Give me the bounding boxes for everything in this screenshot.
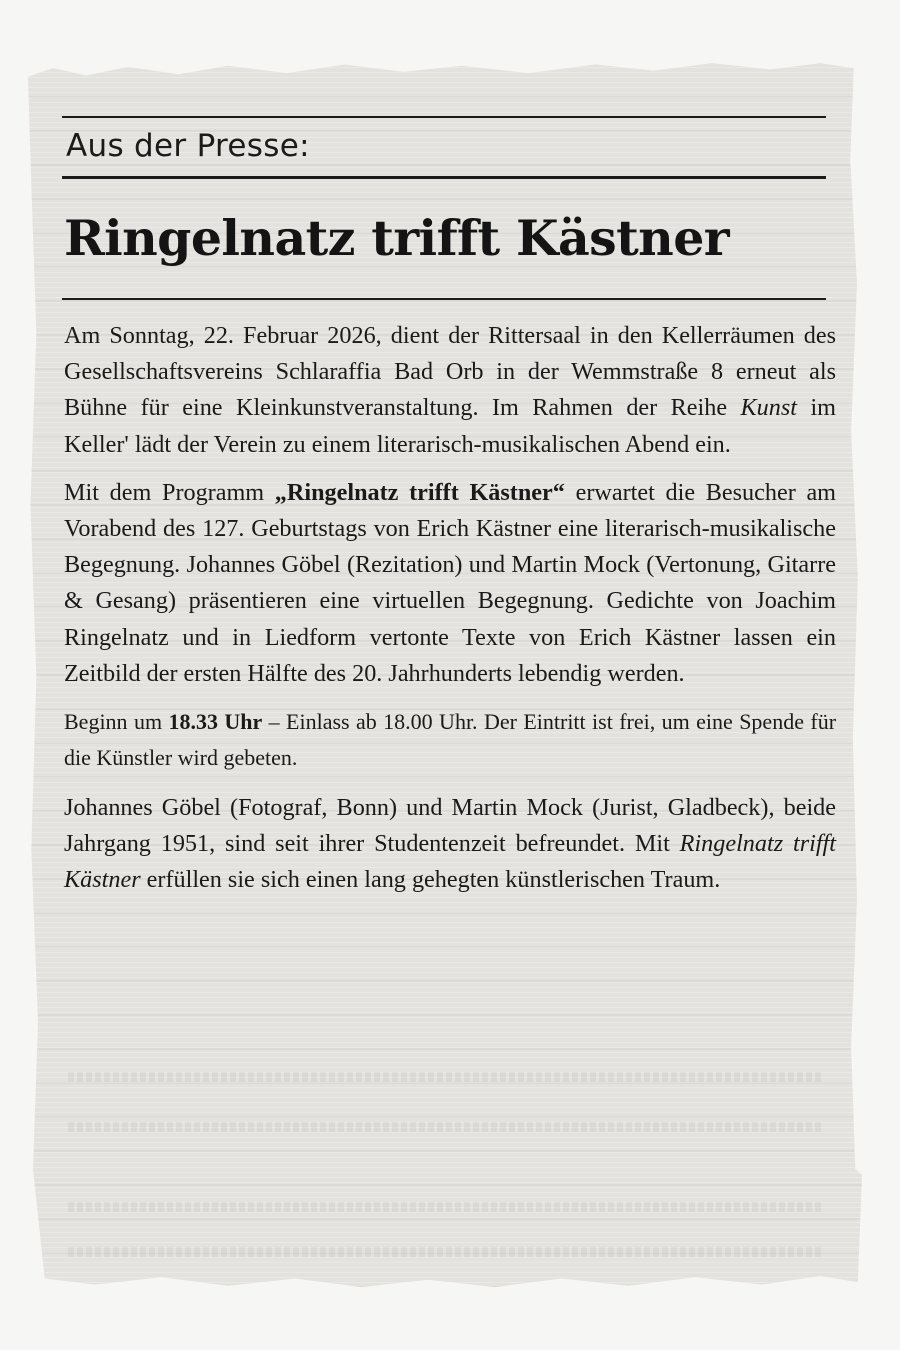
- headline-rule: [62, 298, 826, 300]
- series-name: Kunst: [740, 394, 797, 422]
- bleed-through-text: [68, 1072, 822, 1082]
- bleed-through-text: [68, 1122, 822, 1132]
- section-kicker: Aus der Presse:: [66, 128, 310, 164]
- paragraph-artists: Johannes Göbel (Fotograf, Bonn) und Martin Mock (Jurist, Gladbeck), beide Jahrgang 1951, sind seit ihrer Studentenzeit befreundet. Mit Ringelnatz trifft Kästner erfüllen sie sich einen lang gehegten künstlerischen Traum.: [64, 794, 836, 894]
- paragraph-intro: Am Sonntag, 22. Februar 2026, dient der Rittersaal in den Kellerräumen des Gesellschaftsvereins Schlaraffia Bad Orb in der Wemmstraße 8 erneut als Bühne für eine Kleinkunstveranstaltung. Im Rahmen der Reihe Kunst im Keller' lädt der Verein zu einem literarisch-musikalischen Abend ein.: [64, 322, 836, 458]
- paragraph-program: Mit dem Programm „Ringelnatz trifft Kästner“ erwartet die Besucher am Vorabend des 127. Geburtstags von Erich Kästner eine literarisch-musikalische Begegnung. Johannes Göbel (Rezitation) und Martin Mock (Vertonung, Gitarre & Gesang) präsentieren eine virtuellen Begegnung. Gedichte von Joachim Ringelnatz und in Liedform vertonte Texte von Erich Kästner lassen ein Zeitbild der ersten Hälfte des 20. Jahrhunderts lebendig werden.: [64, 478, 836, 687]
- program-title: „Ringelnatz trifft Kästner“: [274, 478, 565, 506]
- bleed-through-text: [68, 1247, 822, 1257]
- article-body: [64, 318, 836, 911]
- program-title-italic: Ringelnatz trifft Kästner: [64, 830, 836, 894]
- start-time: 18.33 Uhr: [168, 709, 263, 735]
- kicker-rule: [62, 176, 826, 179]
- bleed-through-text: [68, 1202, 822, 1212]
- top-rule: [62, 116, 826, 118]
- paragraph-schedule: Beginn um 18.33 Uhr – Einlass ab 18.00 Uhr. Der Eintritt ist frei, um eine Spende für die Künstler wird gebeten.: [64, 709, 837, 771]
- article-headline: Ringelnatz trifft Kästner: [64, 209, 729, 267]
